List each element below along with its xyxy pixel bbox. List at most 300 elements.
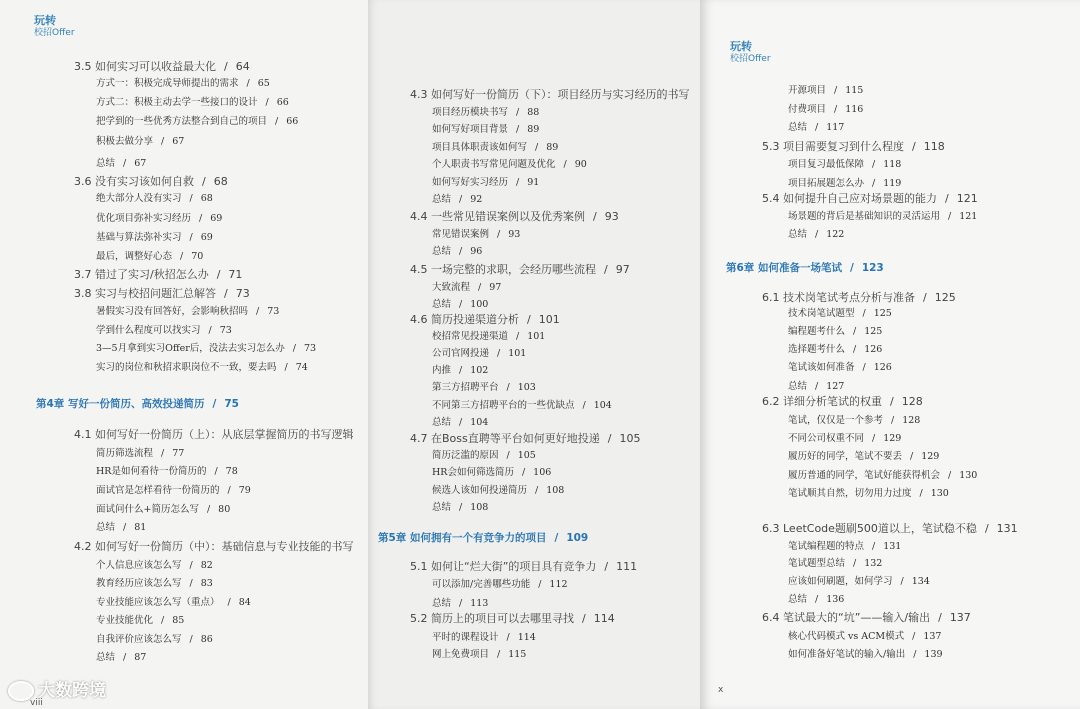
separator: / — [516, 177, 520, 188]
separator: / — [123, 158, 127, 169]
separator: / — [910, 451, 914, 462]
entry-title: 学到什么程度可以找实习 — [96, 325, 201, 336]
subsection-entry — [96, 192, 213, 206]
subsection-entry — [432, 123, 539, 137]
separator: / — [516, 107, 520, 118]
entry-title: 4.2 如何写好一份简历（中）：基础信息与专业技能的书写 — [74, 540, 354, 553]
subsection-entry — [788, 575, 930, 589]
subsection-entry — [788, 414, 920, 428]
entry-page-number: 134 — [911, 576, 930, 587]
entry-page-number: 108 — [470, 502, 489, 513]
section-entry — [410, 88, 690, 102]
entry-title: 总结 — [432, 502, 452, 513]
subsection-entry — [96, 614, 184, 628]
entry-title: 总结 — [432, 246, 452, 257]
subsection-entry — [96, 231, 213, 245]
entry-title: 如何准备好笔试的输入/输出 — [788, 649, 906, 660]
separator: / — [459, 194, 463, 205]
separator: / — [890, 395, 894, 408]
page-left — [0, 0, 368, 709]
separator: / — [945, 192, 949, 205]
entry-title: 实习的岗位和秋招求职岗位不一致，要去吗 — [96, 362, 277, 373]
entry-title: 核心代码模式 vs ACM模式 — [788, 631, 905, 642]
entry-page-number: 86 — [200, 634, 213, 645]
separator: / — [913, 649, 917, 660]
section-entry — [410, 560, 637, 574]
entry-title: 项目具体职责该如何写 — [432, 142, 528, 153]
entry-title: 项目经历模块书写 — [432, 107, 509, 118]
entry-page-number: 73 — [267, 306, 280, 317]
subsection-entry — [432, 578, 568, 592]
separator: / — [202, 175, 206, 188]
separator: / — [189, 578, 193, 589]
entry-page-number: 91 — [527, 177, 540, 188]
section-entry — [762, 140, 945, 154]
entry-page-number: 116 — [845, 104, 864, 115]
entry-page-number: 100 — [470, 299, 489, 310]
entry-title: 开源项目 — [788, 85, 827, 96]
entry-title: 自我评价应该怎么写 — [96, 634, 182, 645]
entry-page-number: 105 — [517, 450, 536, 461]
entry-title: 第5章 如何拥有一个有竞争力的项目 — [378, 532, 547, 544]
separator: / — [607, 432, 612, 445]
separator: / — [872, 541, 876, 552]
entry-title: 总结 — [432, 299, 452, 310]
entry-title: 总结 — [96, 652, 116, 663]
separator: / — [582, 400, 586, 411]
entry-page-number: 137 — [923, 631, 942, 642]
entry-title: 方式二：积极主动去学一些接口的设计 — [96, 97, 258, 108]
entry-page-number: 82 — [200, 560, 213, 571]
separator: / — [275, 116, 279, 127]
entry-title: HR会如何筛选简历 — [432, 467, 514, 478]
entry-title: HR是如何看待一份简历的 — [96, 466, 207, 477]
subsection-entry — [432, 106, 539, 120]
entry-page-number: 128 — [902, 415, 921, 426]
entry-page-number: 69 — [210, 213, 223, 224]
separator: / — [900, 576, 904, 587]
entry-page-number: 101 — [538, 313, 560, 326]
separator: / — [199, 213, 203, 224]
entry-page-number: 136 — [826, 594, 845, 605]
separator: / — [284, 362, 288, 373]
subsection-entry — [96, 651, 146, 665]
separator: / — [497, 229, 501, 240]
separator: / — [872, 178, 876, 189]
separator: / — [535, 142, 539, 153]
subsection-entry — [432, 466, 551, 480]
entry-page-number: 125 — [934, 291, 956, 304]
entry-title: 项目复习最低保障 — [788, 159, 865, 170]
separator: / — [216, 268, 221, 281]
subsection-entry — [432, 648, 526, 662]
entry-title: 第6章 如何准备一场笔试 — [726, 262, 842, 274]
entry-title: 公司官网投递 — [432, 348, 490, 359]
entry-title: 付费项目 — [788, 104, 827, 115]
entry-title: 履历普通的同学，笔试好能获得机会 — [788, 470, 941, 481]
entry-title: 笔试顺其自然，切勿用力过度 — [788, 488, 912, 499]
entry-title: 履历好的同学，笔试不要丢 — [788, 451, 903, 462]
separator: / — [161, 136, 165, 147]
separator: / — [516, 331, 520, 342]
entry-title: 4.7 在Boss直聘等平台如何更好地投递 — [410, 432, 600, 445]
separator: / — [815, 122, 819, 133]
subsection-entry — [432, 330, 545, 344]
entry-title: 3.6 没有实习该如何自救 — [74, 175, 194, 188]
separator: / — [459, 299, 463, 310]
page-right — [700, 0, 1080, 709]
separator: / — [862, 362, 866, 373]
separator: / — [506, 632, 510, 643]
subsection-entry — [788, 158, 901, 172]
entry-title: 简历筛选流程 — [96, 448, 154, 459]
chapter-entry — [726, 261, 884, 275]
watermark — [8, 676, 106, 701]
entry-page-number: 101 — [527, 331, 546, 342]
entry-page-number: 131 — [996, 522, 1018, 535]
entry-title: 5.3 项目需要复习到什么程度 — [762, 140, 904, 153]
section-entry — [74, 428, 354, 442]
entry-page-number: 109 — [566, 532, 589, 544]
entry-page-number: 67 — [172, 136, 185, 147]
entry-title: 校招常见投递渠道 — [432, 331, 509, 342]
separator: / — [224, 60, 228, 73]
entry-title: 大致流程 — [432, 282, 471, 293]
entry-page-number: 105 — [619, 432, 641, 445]
subsection-entry — [432, 347, 526, 361]
section-entry — [410, 263, 630, 277]
entry-title: 不同公司权重不同 — [788, 433, 865, 444]
entry-page-number: 104 — [593, 400, 612, 411]
entry-page-number: 97 — [615, 263, 630, 276]
separator: / — [180, 251, 184, 262]
entry-page-number: 70 — [191, 251, 204, 262]
entry-page-number: 122 — [826, 229, 845, 240]
subsection-entry — [788, 557, 882, 571]
subsection-entry — [96, 250, 203, 264]
entry-title: 5.1 如何让“烂大街”的项目具有竞争力 — [410, 560, 597, 573]
section-entry — [74, 175, 228, 189]
separator: / — [593, 210, 597, 223]
subsection-entry — [432, 449, 536, 463]
subsection-entry — [432, 158, 587, 172]
separator: / — [872, 433, 876, 444]
entry-title: 如何写好项目背景 — [432, 124, 509, 135]
separator: / — [189, 560, 193, 571]
separator: / — [227, 597, 231, 608]
entry-title: 3.8 实习与校招问题汇总解答 — [74, 287, 216, 300]
entry-title: 网上免费项目 — [432, 649, 490, 660]
entry-title: 暑假实习没有回答好，会影响秋招吗 — [96, 306, 249, 317]
section-entry — [74, 268, 242, 282]
separator: / — [497, 649, 501, 660]
entry-page-number: 73 — [235, 287, 250, 300]
separator: / — [815, 381, 819, 392]
separator: / — [919, 488, 923, 499]
entry-title: 内推 — [432, 365, 452, 376]
entry-page-number: 102 — [470, 365, 489, 376]
entry-page-number: 121 — [959, 211, 978, 222]
entry-title: 专业技能应该怎么写（重点） — [96, 597, 220, 608]
subsection-entry — [788, 177, 901, 191]
entry-title: 面试官是怎样看待一份简历的 — [96, 485, 220, 496]
separator: / — [834, 104, 838, 115]
subsection-entry — [432, 141, 558, 155]
separator: / — [189, 634, 193, 645]
entry-page-number: 69 — [200, 232, 213, 243]
entry-title: 面试问什么+简历怎么写 — [96, 504, 199, 515]
separator: / — [161, 615, 165, 626]
entry-page-number: 81 — [134, 522, 147, 533]
subsection-entry — [96, 633, 213, 647]
entry-page-number: 131 — [883, 541, 902, 552]
entry-title: 方式一：积极完成导师提出的需求 — [96, 78, 239, 89]
entry-title: 把学到的一些优秀方法整合到自己的项目 — [96, 116, 268, 127]
separator: / — [161, 448, 165, 459]
separator: / — [516, 124, 520, 135]
subsection-entry — [96, 465, 238, 479]
subsection-entry — [788, 432, 901, 446]
section-entry — [410, 432, 640, 446]
subsection-entry — [96, 342, 316, 356]
separator: / — [538, 579, 542, 590]
entry-title: 3.5 如何实习可以收益最大化 — [74, 60, 216, 73]
entry-page-number: 115 — [508, 649, 527, 660]
entry-title: 场景题的背后是基础知识的灵活运用 — [788, 211, 941, 222]
entry-page-number: 67 — [134, 158, 147, 169]
entry-title: 个人信息应该怎么写 — [96, 560, 182, 571]
entry-title: 如何写好实习经历 — [432, 177, 509, 188]
separator: / — [506, 382, 510, 393]
subsection-entry — [96, 447, 184, 461]
entry-title: 4.6 简历投递渠道分析 — [410, 313, 519, 326]
entry-title: 候选人该如何投递简历 — [432, 485, 528, 496]
subsection-entry — [432, 631, 536, 645]
watermark-text: 大数跨境 — [38, 681, 106, 701]
subsection-entry — [432, 364, 488, 378]
entry-title: 总结 — [788, 229, 808, 240]
subsection-entry — [432, 484, 564, 498]
entry-page-number: 108 — [546, 485, 565, 496]
separator: / — [206, 504, 211, 515]
separator: / — [853, 344, 857, 355]
separator: / — [212, 398, 217, 410]
chapter-entry — [378, 531, 588, 545]
entry-title: 笔试题型总结 — [788, 558, 846, 569]
subsection-entry — [788, 361, 892, 375]
separator: / — [256, 306, 260, 317]
separator: / — [912, 631, 916, 642]
separator: / — [189, 232, 193, 243]
entry-title: 基础与算法弥补实习 — [96, 232, 182, 243]
subsection-entry — [432, 176, 539, 190]
entry-page-number: 117 — [826, 122, 845, 133]
entry-page-number: 66 — [276, 97, 289, 108]
entry-title: 优化项目弥补实习经历 — [96, 213, 192, 224]
entry-title: 笔试该如何准备 — [788, 362, 855, 373]
entry-page-number: 96 — [470, 246, 483, 257]
book-header — [730, 38, 771, 65]
entry-page-number: 68 — [213, 175, 228, 188]
entry-page-number: 130 — [959, 470, 978, 481]
separator: / — [853, 558, 857, 569]
subsection-entry — [788, 121, 844, 135]
separator: / — [227, 485, 231, 496]
subsection-entry — [788, 593, 844, 607]
entry-title: 总结 — [432, 598, 452, 609]
subsection-entry — [432, 399, 612, 413]
subsection-entry — [788, 103, 863, 117]
subsection-entry — [432, 281, 501, 295]
subsection-entry — [788, 630, 941, 644]
section-entry — [762, 611, 971, 625]
entry-page-number: 93 — [604, 210, 619, 223]
separator: / — [872, 159, 876, 170]
section-entry — [410, 313, 560, 327]
entry-title: 个人职责书写常见问题及优化 — [432, 159, 556, 170]
subsection-entry — [96, 96, 289, 110]
entry-page-number: 114 — [517, 632, 536, 643]
separator: / — [563, 159, 567, 170]
entry-page-number: 87 — [134, 652, 147, 663]
subsection-entry — [788, 380, 844, 394]
header-sub: 校招Offer — [730, 54, 771, 64]
entry-title: 笔试编程题的特点 — [788, 541, 865, 552]
page-middle — [368, 0, 700, 709]
separator: / — [853, 326, 857, 337]
entry-page-number: 104 — [470, 417, 489, 428]
header-sub: 校招Offer — [34, 28, 75, 38]
entry-title: 4.4 一些常见错误案例以及优秀案例 — [410, 210, 585, 223]
subsection-entry — [788, 343, 882, 357]
entry-page-number: 127 — [826, 381, 845, 392]
separator: / — [459, 502, 463, 513]
entry-page-number: 85 — [172, 615, 185, 626]
entry-page-number: 89 — [527, 124, 540, 135]
separator: / — [478, 282, 482, 293]
page-number: x — [718, 685, 724, 695]
subsection-entry — [788, 210, 977, 224]
entry-page-number: 129 — [883, 433, 902, 444]
entry-title: 简历泛滥的原因 — [432, 450, 499, 461]
subsection-entry — [788, 450, 939, 464]
subsection-entry — [432, 298, 488, 312]
entry-title: 常见错误案例 — [432, 229, 490, 240]
subsection-entry — [788, 487, 949, 501]
entry-page-number: 101 — [508, 348, 527, 359]
entry-page-number: 65 — [257, 78, 270, 89]
entry-title: 应该如何刷题，如何学习 — [788, 576, 893, 587]
subsection-entry — [96, 503, 230, 517]
separator: / — [123, 652, 127, 663]
separator: / — [912, 140, 916, 153]
section-entry — [410, 210, 619, 224]
entry-page-number: 126 — [864, 344, 883, 355]
separator: / — [862, 308, 866, 319]
chapter-entry — [36, 397, 239, 411]
subsection-entry — [96, 577, 213, 591]
entry-title: 第4章 写好一份简历、高效投递简历 — [36, 398, 205, 410]
subsection-entry — [96, 135, 184, 149]
header-brand: 玩转 — [34, 14, 56, 27]
entry-page-number: 93 — [508, 229, 521, 240]
subsection-entry — [432, 381, 536, 395]
separator: / — [123, 522, 127, 533]
section-entry — [762, 395, 923, 409]
subsection-entry — [432, 416, 488, 430]
subsection-entry — [788, 325, 882, 339]
section-entry — [74, 540, 354, 554]
entry-title: 积极去做分享 — [96, 136, 154, 147]
entry-page-number: 83 — [200, 578, 213, 589]
subsection-entry — [788, 469, 977, 483]
entry-page-number: 106 — [533, 467, 552, 478]
entry-page-number: 97 — [489, 282, 502, 293]
separator: / — [224, 287, 228, 300]
entry-page-number: 118 — [883, 159, 902, 170]
subsection-entry — [432, 193, 482, 207]
entry-title: 技术岗笔试题型 — [788, 308, 855, 319]
section-entry — [410, 612, 615, 626]
entry-page-number: 123 — [861, 262, 884, 274]
entry-title: 可以添加/完善哪些功能 — [432, 579, 531, 590]
separator: / — [521, 467, 526, 478]
entry-title: 总结 — [96, 522, 116, 533]
subsection-entry — [96, 484, 251, 498]
separator: / — [535, 485, 539, 496]
separator: / — [849, 262, 854, 274]
entry-page-number: 115 — [845, 85, 864, 96]
page-number: viii — [30, 698, 43, 708]
entry-title: 笔试，仅仅是一个参考 — [788, 415, 884, 426]
entry-page-number: 73 — [304, 343, 317, 354]
entry-page-number: 112 — [549, 579, 568, 590]
entry-page-number: 77 — [172, 448, 185, 459]
separator: / — [246, 78, 250, 89]
section-entry — [762, 291, 956, 305]
subsection-entry — [788, 307, 892, 321]
entry-page-number: 128 — [901, 395, 923, 408]
subsection-entry — [432, 245, 482, 259]
section-entry — [762, 192, 978, 206]
entry-page-number: 74 — [295, 362, 308, 373]
separator: / — [214, 466, 218, 477]
entry-title: 6.2 详细分析笔试的权重 — [762, 395, 882, 408]
separator: / — [459, 417, 463, 428]
entry-title: 3—5月拿到实习Offer后，没法去实习怎么办 — [96, 343, 285, 354]
subsection-entry — [432, 597, 488, 611]
separator: / — [506, 450, 510, 461]
entry-page-number: 130 — [930, 488, 949, 499]
separator: / — [834, 85, 838, 96]
entry-page-number: 113 — [470, 598, 489, 609]
entry-title: 6.1 技术岗笔试考点分析与准备 — [762, 291, 915, 304]
section-entry — [74, 287, 250, 301]
entry-page-number: 125 — [864, 326, 883, 337]
subsection-entry — [96, 305, 279, 319]
entry-page-number: 79 — [238, 485, 251, 496]
subsection-entry — [96, 115, 298, 129]
entry-title: 5.2 简历上的项目可以去哪里寻找 — [410, 612, 574, 625]
entry-title: 平时的课程设计 — [432, 632, 499, 643]
entry-page-number: 139 — [924, 649, 943, 660]
entry-title: 最后，调整好心态 — [96, 251, 173, 262]
separator: / — [582, 612, 586, 625]
separator: / — [923, 291, 927, 304]
entry-page-number: 119 — [883, 178, 902, 189]
entry-title: 编程题考什么 — [788, 326, 846, 337]
entry-title: 选择题考什么 — [788, 344, 846, 355]
